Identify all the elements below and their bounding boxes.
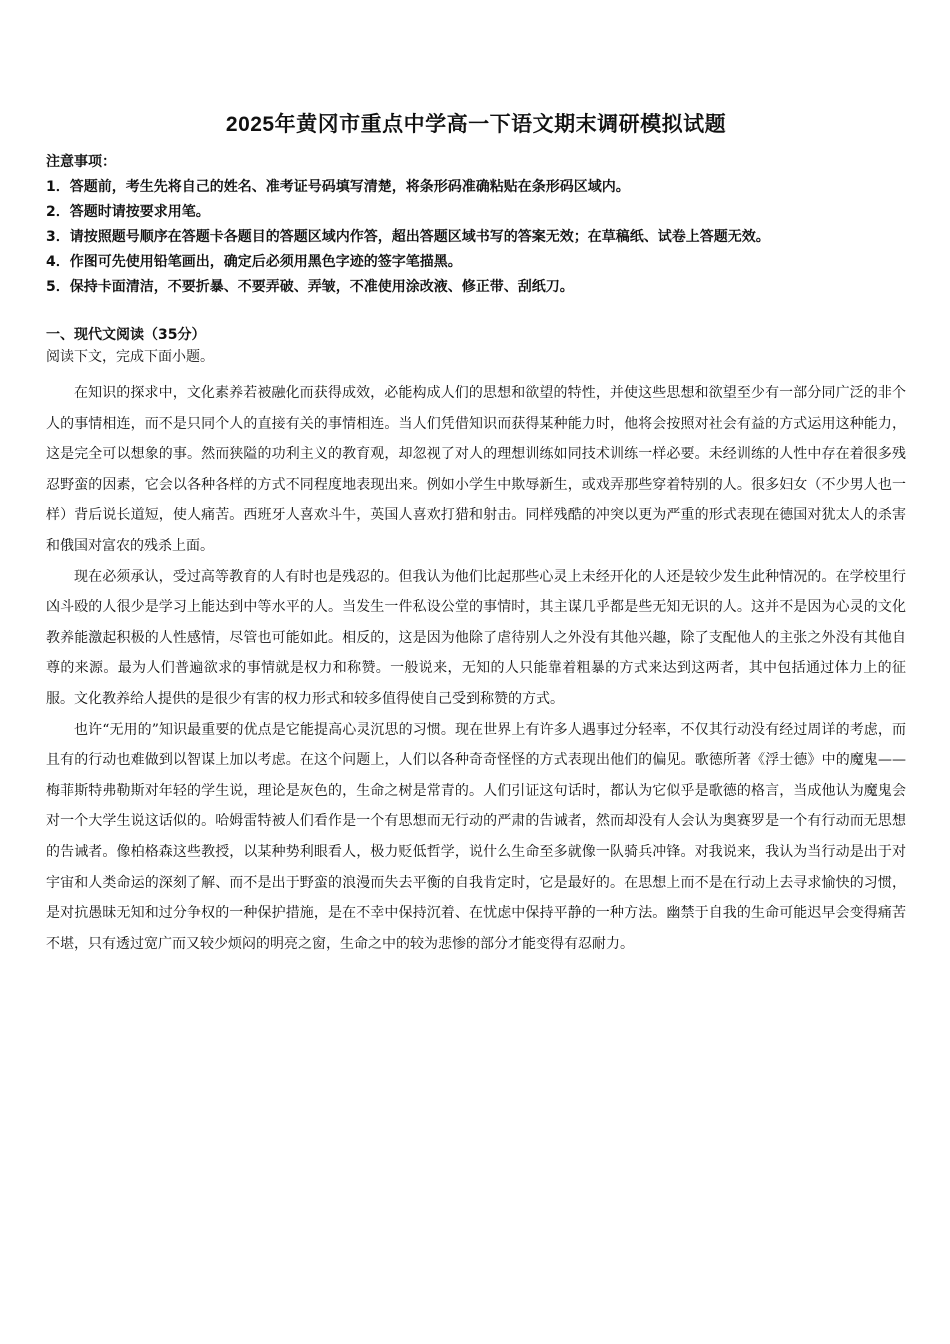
notice-item: 1．答题前，考生先将自己的姓名、准考证号码填写清楚，将条形码准确粘贴在条形码区域内。 (46, 179, 630, 195)
passage-paragraph: 也许“无用的”知识最重要的优点是它能提高心灵沉思的习惯。现在世界上有许多人遇事过分轻率，不仅其行动没有经过周详的考虑，而且有的行动也难做到以智谋上加以考虑。在这个问题上，人们以各种奇奇怪怪的方式表现出他们的偏见。歌德所著《浮士德》中的魔鬼——梅菲斯特弗勒斯对年轻的学生说，理论是灰色的，生命之树是常青的。人们引证这句话时，都认为它似乎是歌德的格言，当成他认为魔鬼会对一个大学生说这话似的。哈姆雷特被人们看作是一个有思想而无行动的严肃的告诫者，然而却没有人会认为奥赛罗是一个有行动而无思想的告诫者。像柏格森这些教授，以某种势利眼看人，极力贬低哲学，说什么生命至多就像一队骑兵冲锋。对我说来，我认为当行动是出于对宇宙和人类命运的深刻了解、而不是出于野蛮的浪漫而失去平衡的自我肯定时，它是最好的。在思想上而不是在行动上去寻求愉快的习惯，是对抗愚昧无知和过分争权的一种保护措施，是在不幸中保持沉着、在忧虑中保持平静的一种方法。幽禁于自我的生命可能迟早会变得痛苦不堪，只有透过宽广而又较少烦闷的明亮之窗，生命之中的较为悲惨的部分才能变得有忍耐力。 (46, 721, 906, 952)
notice-block (46, 150, 906, 300)
passage-paragraph: 现在必须承认，受过高等教育的人有时也是残忍的。但我认为他们比起那些心灵上未经开化的人还是较少发生此种情况的。在学校里行凶斗殴的人很少是学习上能达到中等水平的人。当发生一件私设公堂的事情时，其主谋几乎都是些无知无识的人。这并不是因为心灵的文化教养能激起积极的人性感情，尽管也可能如此。相反的，这是因为他除了虐待别人之外没有其他兴趣，除了支配他人的主张之外没有其他自尊的来源。最为人们普遍欲求的事情就是权力和称赞。一般说来，无知的人只能靠着粗暴的方式来达到这两者，其中包括通过体力上的征服。文化教养给人提供的是很少有害的权力形式和较多值得使自己受到称赞的方式。 (46, 568, 906, 707)
section-instruction: 阅读下文，完成下面小题。 (46, 349, 214, 365)
notice-heading: 注意事项： (46, 154, 116, 170)
notice-item: 4．作图可先使用铅笔画出，确定后必须用黑色字迹的签字笔描黑。 (46, 254, 462, 270)
exam-title: 2025年黄冈市重点中学高一下语文期末调研模拟试题 (225, 113, 727, 136)
notice-list (46, 175, 906, 300)
notice-item: 3．请按照题号顺序在答题卡各题目的答题区域内作答，超出答题区域书写的答案无效；在草稿纸、试卷上答题无效。 (46, 229, 770, 245)
notice-item: 2．答题时请按要求用笔。 (46, 204, 210, 220)
notice-item: 5．保持卡面清洁，不要折暴、不要弄破、弄皱，不准使用涂改液、修正带、刮纸刀。 (46, 279, 574, 295)
passage-paragraph: 在知识的探求中，文化素养若被融化而获得成效，必能构成人们的思想和欲望的特性，并使这些思想和欲望至少有一部分同广泛的非个人的事情相连，而不是只同个人的直接有关的事情相连。当人们凭借知识而获得某种能力时，他将会按照对社会有益的方式运用这种能力，这是完全可以想象的事。然而狭隘的功利主义的教育观，却忽视了对人的理想训练如同技术训练一样必要。未经训练的人性中存在着很多残忍野蛮的因素，它会以各种各样的方式不同程度地表现出来。例如小学生中欺辱新生，或戏弄那些穿着特别的人。很多妇女（不少男人也一样）背后说长道短，使人痛苦。西班牙人喜欢斗牛，英国人喜欢打猎和射击。同样残酷的冲突以更为严重的形式表现在德国对犹太人的杀害和俄国对富农的残杀上面。 (46, 385, 906, 554)
reading-section (46, 324, 906, 959)
section-heading: 一、现代文阅读（35分） (46, 327, 206, 343)
exam-page (46, 108, 906, 959)
